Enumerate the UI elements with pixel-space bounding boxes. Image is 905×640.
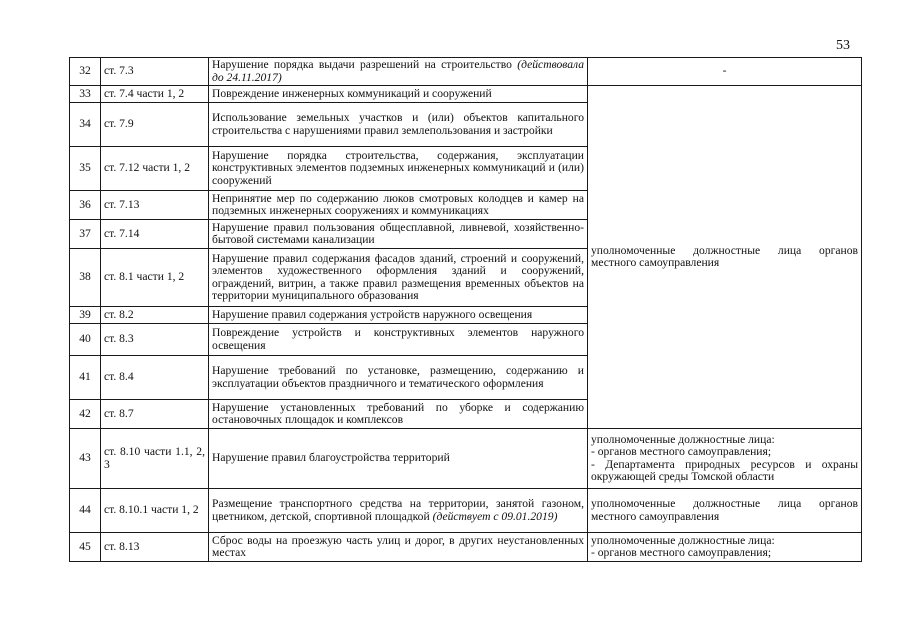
table-row	[70, 533, 862, 562]
offense-description: Нарушение правил содержания фасадов зданий, строений и сооружений, элементов художественного оформления зданий и сооружений, ограждений, витрин, а также правил размещения временных объектов на территории муниципального образования	[209, 249, 588, 307]
offense-description: Нарушение требований по установке, размещению, содержанию и эксплуатации объектов праздничного и тематического оформления	[209, 356, 588, 400]
authority-line: - органов местного самоуправления;	[591, 445, 772, 459]
authority-cell	[588, 429, 862, 489]
authority-cell	[588, 533, 862, 562]
article-cell: ст. 7.9	[101, 103, 209, 147]
row-number: 43	[70, 429, 101, 489]
offense-text: Размещение транспортного средства на территории, занятой газоном, цветником, детской, спортивной площадкой	[212, 497, 584, 523]
validity-note: (действовала до 24.11.2017)	[212, 58, 584, 84]
authority-cell: -	[588, 58, 862, 86]
table-row	[70, 489, 862, 533]
offense-description: Нарушение правил содержания устройств наружного освещения	[209, 307, 588, 324]
article-cell: ст. 8.10.1 части 1, 2	[101, 489, 209, 533]
article-cell: ст. 8.10 части 1.1, 2, 3	[101, 429, 209, 489]
row-number: 38	[70, 249, 101, 307]
row-number: 40	[70, 324, 101, 356]
row-number: 39	[70, 307, 101, 324]
row-number: 42	[70, 400, 101, 429]
article-cell: ст. 7.3	[101, 58, 209, 86]
authority-cell: уполномоченные должностные лица органов местного самоуправления	[588, 489, 862, 533]
page-number: 53	[836, 38, 850, 53]
row-number: 32	[70, 58, 101, 86]
offense-description: Нарушение правил благоустройства территорий	[209, 429, 588, 489]
offense-description	[209, 489, 588, 533]
article-cell: ст. 7.13	[101, 191, 209, 220]
row-number: 37	[70, 220, 101, 249]
row-number: 36	[70, 191, 101, 220]
offenses-table	[69, 57, 862, 562]
offense-description: Непринятие мер по содержанию люков смотровых колодцев и камер на подземных инженерных сооружениях и коммуникациях	[209, 191, 588, 220]
table-row	[70, 429, 862, 489]
article-cell: ст. 7.14	[101, 220, 209, 249]
article-cell: ст. 8.1 части 1, 2	[101, 249, 209, 307]
authority-line: - органов местного самоуправления;	[591, 546, 772, 560]
offense-description	[209, 58, 588, 86]
table-row	[70, 58, 862, 86]
offense-description: Нарушение порядка строительства, содержания, эксплуатации конструктивных элементов подземных инженерных коммуникаций и (или) сооружений	[209, 147, 588, 191]
article-cell: ст. 8.2	[101, 307, 209, 324]
validity-note: (действует с 09.01.2019)	[432, 509, 558, 523]
authority-line: уполномоченные должностные лица:	[591, 533, 775, 547]
offense-text: Нарушение порядка выдачи разрешений на строительство	[212, 58, 518, 71]
offense-description: Повреждение инженерных коммуникаций и сооружений	[209, 86, 588, 103]
table-row	[70, 86, 862, 103]
row-number: 34	[70, 103, 101, 147]
article-cell: ст. 7.4 части 1, 2	[101, 86, 209, 103]
article-cell: ст. 8.7	[101, 400, 209, 429]
article-cell: ст. 8.13	[101, 533, 209, 562]
merged-authority-cell: уполномоченные должностные лица органов местного самоуправления	[588, 86, 862, 429]
article-cell: ст. 8.3	[101, 324, 209, 356]
offense-description: Использование земельных участков и (или) объектов капитального строительства с нарушениями правил землепользования и застройки	[209, 103, 588, 147]
offense-description: Нарушение установленных требований по уборке и содержанию остановочных площадок и комплексов	[209, 400, 588, 429]
offense-description: Повреждение устройств и конструктивных элементов наружного освещения	[209, 324, 588, 356]
offense-description: Сброс воды на проезжую часть улиц и дорог, в других неустановленных местах	[209, 533, 588, 562]
article-cell: ст. 7.12 части 1, 2	[101, 147, 209, 191]
authority-line: уполномоченные должностные лица:	[591, 432, 775, 446]
article-cell: ст. 8.4	[101, 356, 209, 400]
row-number: 35	[70, 147, 101, 191]
offense-description: Нарушение правил пользования общесплавной, ливневой, хозяйственно-бытовой системами канализации	[209, 220, 588, 249]
authority-line: - Департамента природных ресурсов и охраны окружающей среды Томской области	[591, 457, 858, 484]
row-number: 33	[70, 86, 101, 103]
row-number: 41	[70, 356, 101, 400]
row-number: 44	[70, 489, 101, 533]
row-number: 45	[70, 533, 101, 562]
